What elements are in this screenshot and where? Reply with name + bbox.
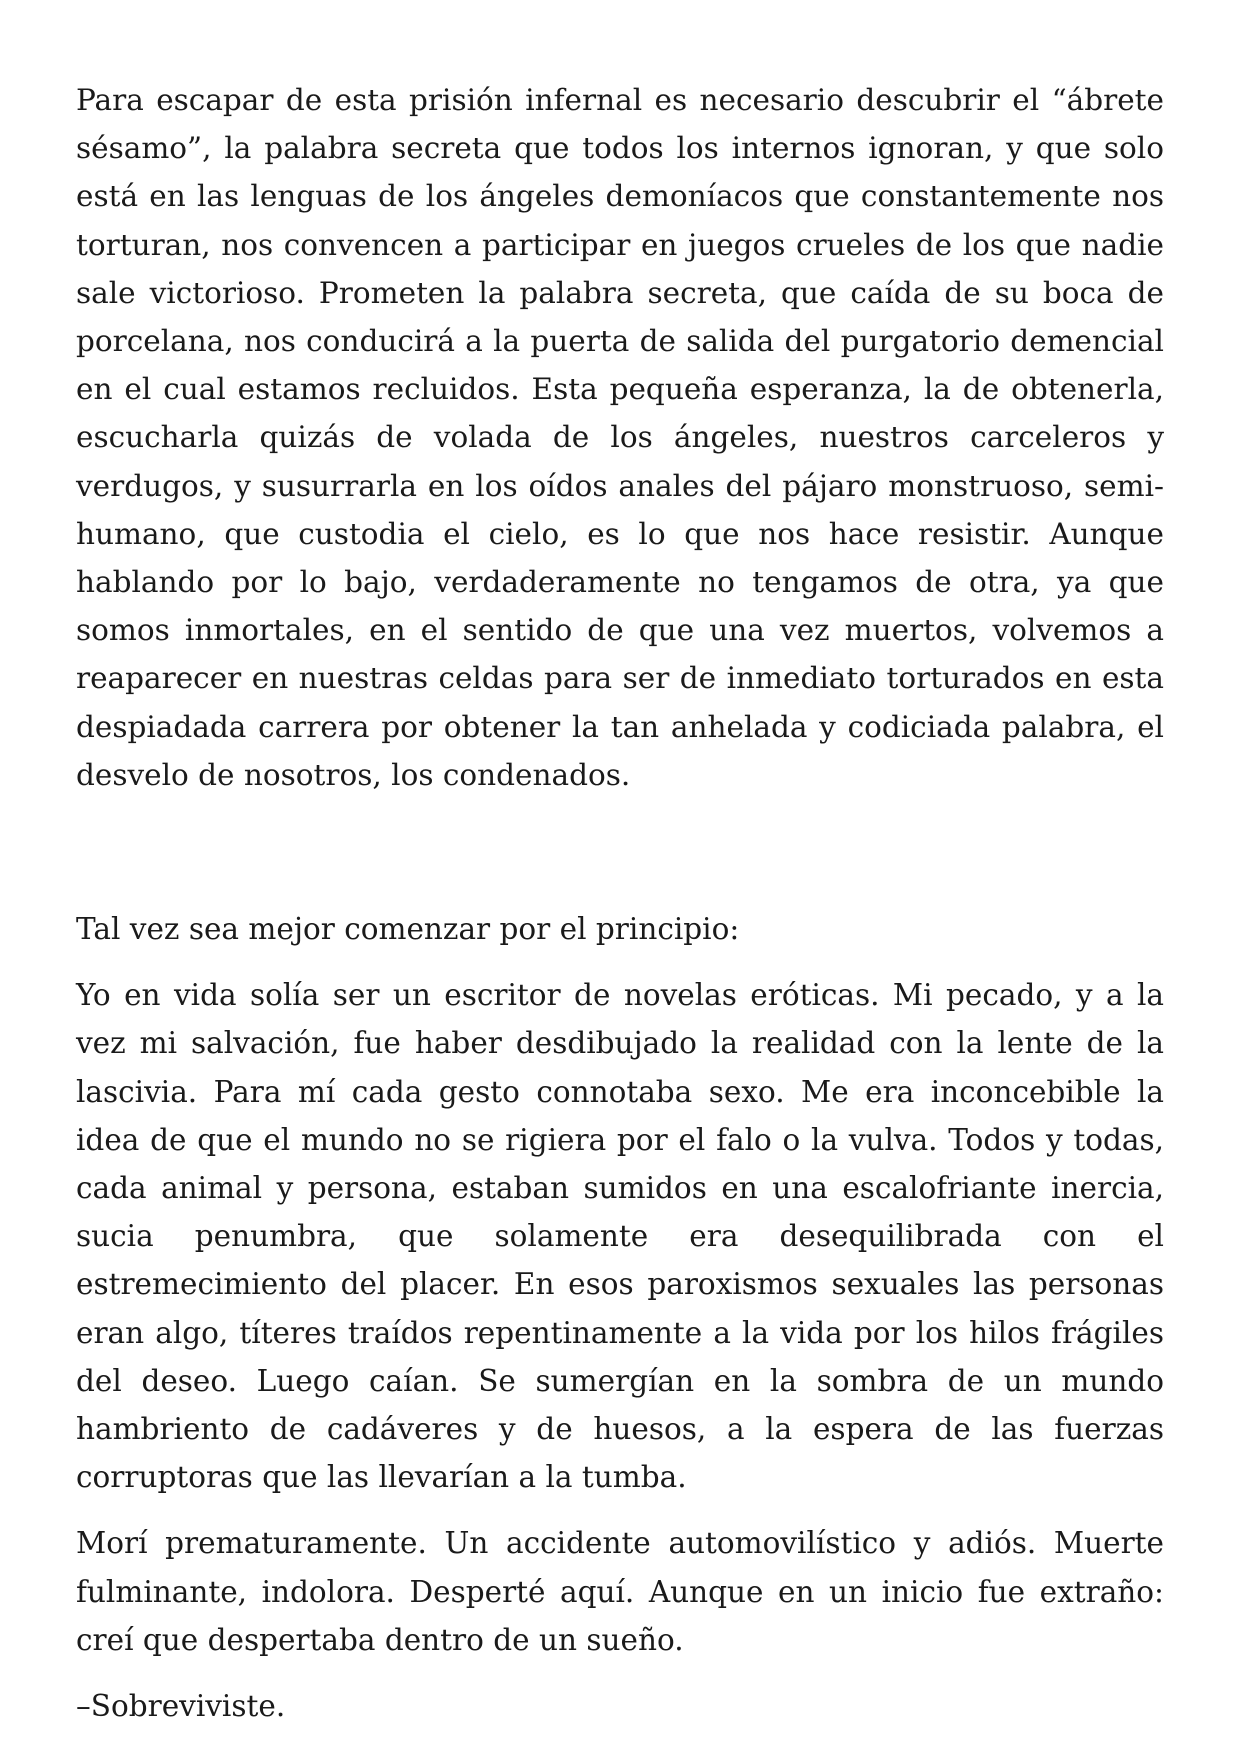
paragraph: Morí prematuramente. Un accidente automovilístico y adiós. Muerte fulminante, indolora. Desperté aquí. Aunque en un inicio fue extraño: creí que despertaba dentro de un sueño. [76,1526,1164,1657]
paragraph: Yo en vida solía ser un escritor de novelas eróticas. Mi pecado, y a la vez mi salvación, fue haber desdibujado la realidad con la lente de la lascivia. Para mí cada gesto connotaba sexo. Me era inconcebible la idea de que el mundo no se rigiera por el falo o la vulva. Todos y todas, cada animal y persona, estaban sumidos en una escalofriante inercia, sucia penumbra, que solamente era desequilibrada con el estremecimiento del placer. En esos paroxismos sexuales las personas eran algo, títeres traídos repentinamente a la vida por los hilos frágiles del deseo. Luego caían. Se sumergían en la sombra de un mundo hambriento de cadáveres y de huesos, a la espera de las fuerzas corruptoras que las llevarían a la tumba. [76,978,1164,1495]
paragraph: Tal vez sea mejor comenzar por el principio: [76,912,740,946]
paragraph: –Sobreviviste. [76,1689,286,1724]
paragraph: Para escapar de esta prisión infernal es necesario descubrir el “ábrete sésamo”, la palabra secreta que todos los internos ignoran, y que solo está en las lenguas de los ángeles demoníacos que constantemente nos torturan, nos convencen a participar en juegos crueles de los que nadie sale victorioso. Prometen la palabra secreta, que caída de su boca de porcelana, nos conducirá a la puerta de salida del purgatorio demencial en el cual estamos recluidos. Esta pequeña esperanza, la de obtenerla, escucharla quizás de volada de los ángeles, nuestros carceleros y verdugos, y susurrarla en los oídos anales del pájaro monstruoso, semi-humano, que custodia el cielo, es lo que nos hace resistir. Aunque hablando por lo bajo, verdaderamente no tengamos de otra, ya que somos inmortales, en el sentido de que una vez muertos, volvemos a reaparecer en nuestras celdas para ser de inmediato torturados en esta despiadada carrera por obtener la tan anhelada y codiciada palabra, el desvelo de nosotros, los condenados. [76,83,1164,792]
text-block-bottom [76,905,1164,1748]
text-block-top [76,76,1164,799]
